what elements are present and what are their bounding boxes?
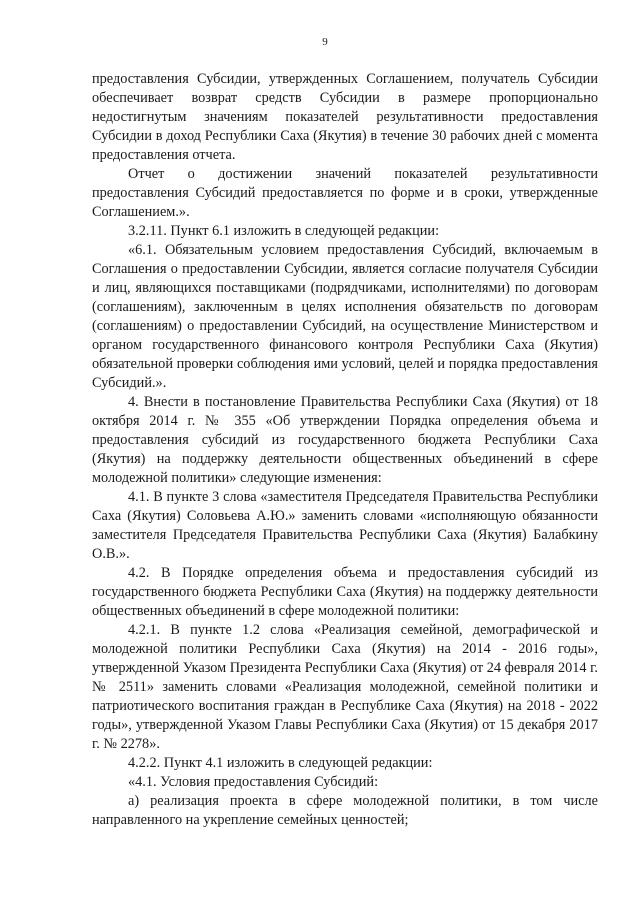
document-body bbox=[92, 70, 598, 830]
paragraph: Отчет о достижении значений показателей результативности предоставления Субсидий предоставляется по форме и в сроки, утвержденные Соглашением.». bbox=[92, 166, 598, 220]
paragraph: а) реализация проекта в сфере молодежной политики, в том числе направленного на укрепление семейных ценностей; bbox=[92, 793, 598, 828]
paragraph: 4.2. В Порядке определения объема и предоставления субсидий из государственного бюджета Республики Саха (Якутия) на поддержку деятельности общественных объединений в сфере молодежной политики: bbox=[92, 565, 598, 619]
page-number: 9 bbox=[322, 36, 328, 48]
paragraph: «6.1. Обязательным условием предоставления Субсидий, включаемым в Соглашения о предоставлении Субсидии, является согласие получателя Субсидии и лиц, являющихся поставщиками (подрядчиками, исполнителями) по договорам (соглашениям), заключенным в целях исполнения обязательств по договорам (соглашениям) о предоставлении Субсидий, на осуществление Министерством и органом государственного финансового контроля Республики Саха (Якутия) обязательной проверки соблюдения ими условий, целей и порядка предоставления Субсидий.». bbox=[92, 242, 598, 391]
paragraph: 4. Внести в постановление Правительства Республики Саха (Якутия) от 18 октября 2014 г. № 355 «Об утверждении Порядка определения объема и предоставления субсидий из государственного бюджета Республики Саха (Якутия) на поддержку деятельности общественных объединений в сфере молодежной политики» следующие изменения: bbox=[92, 394, 598, 486]
paragraph: предоставления Субсидии, утвержденных Соглашением, получатель Субсидии обеспечивает возврат средств Субсидии в размере пропорционально недостигнутым значениям показателей результативности предоставления Субсидии в доход Республики Саха (Якутия) в течение 30 рабочих дней с момента предоставления отчета. bbox=[92, 71, 598, 163]
paragraph: 4.1. В пункте 3 слова «заместителя Председателя Правительства Республики Саха (Якутия) Соловьева А.Ю.» заменить словами «исполняющую обязанности заместителя Председателя Правительства Республики Саха (Якутия) Балабкину О.В.». bbox=[92, 489, 598, 562]
paragraph: «4.1. Условия предоставления Субсидий: bbox=[128, 774, 379, 790]
paragraph: 4.2.1. В пункте 1.2 слова «Реализация семейной, демографической и молодежной политики Республики Саха (Якутия) на 2014 - 2016 годы», утвержденной Указом Президента Республики Саха (Якутия) от 24 февраля 2014 г. № 2511» заменить словами «Реализация молодежной, семейной политики и патриотического воспитания граждан в Республике Саха (Якутия) на 2018 - 2022 годы», утвержденной Указом Главы Республики Саха (Якутия) от 15 декабря 2017 г. № 2278». bbox=[92, 622, 598, 752]
paragraph: 4.2.2. Пункт 4.1 изложить в следующей редакции: bbox=[128, 755, 433, 771]
paragraph: 3.2.11. Пункт 6.1 изложить в следующей редакции: bbox=[128, 223, 440, 239]
